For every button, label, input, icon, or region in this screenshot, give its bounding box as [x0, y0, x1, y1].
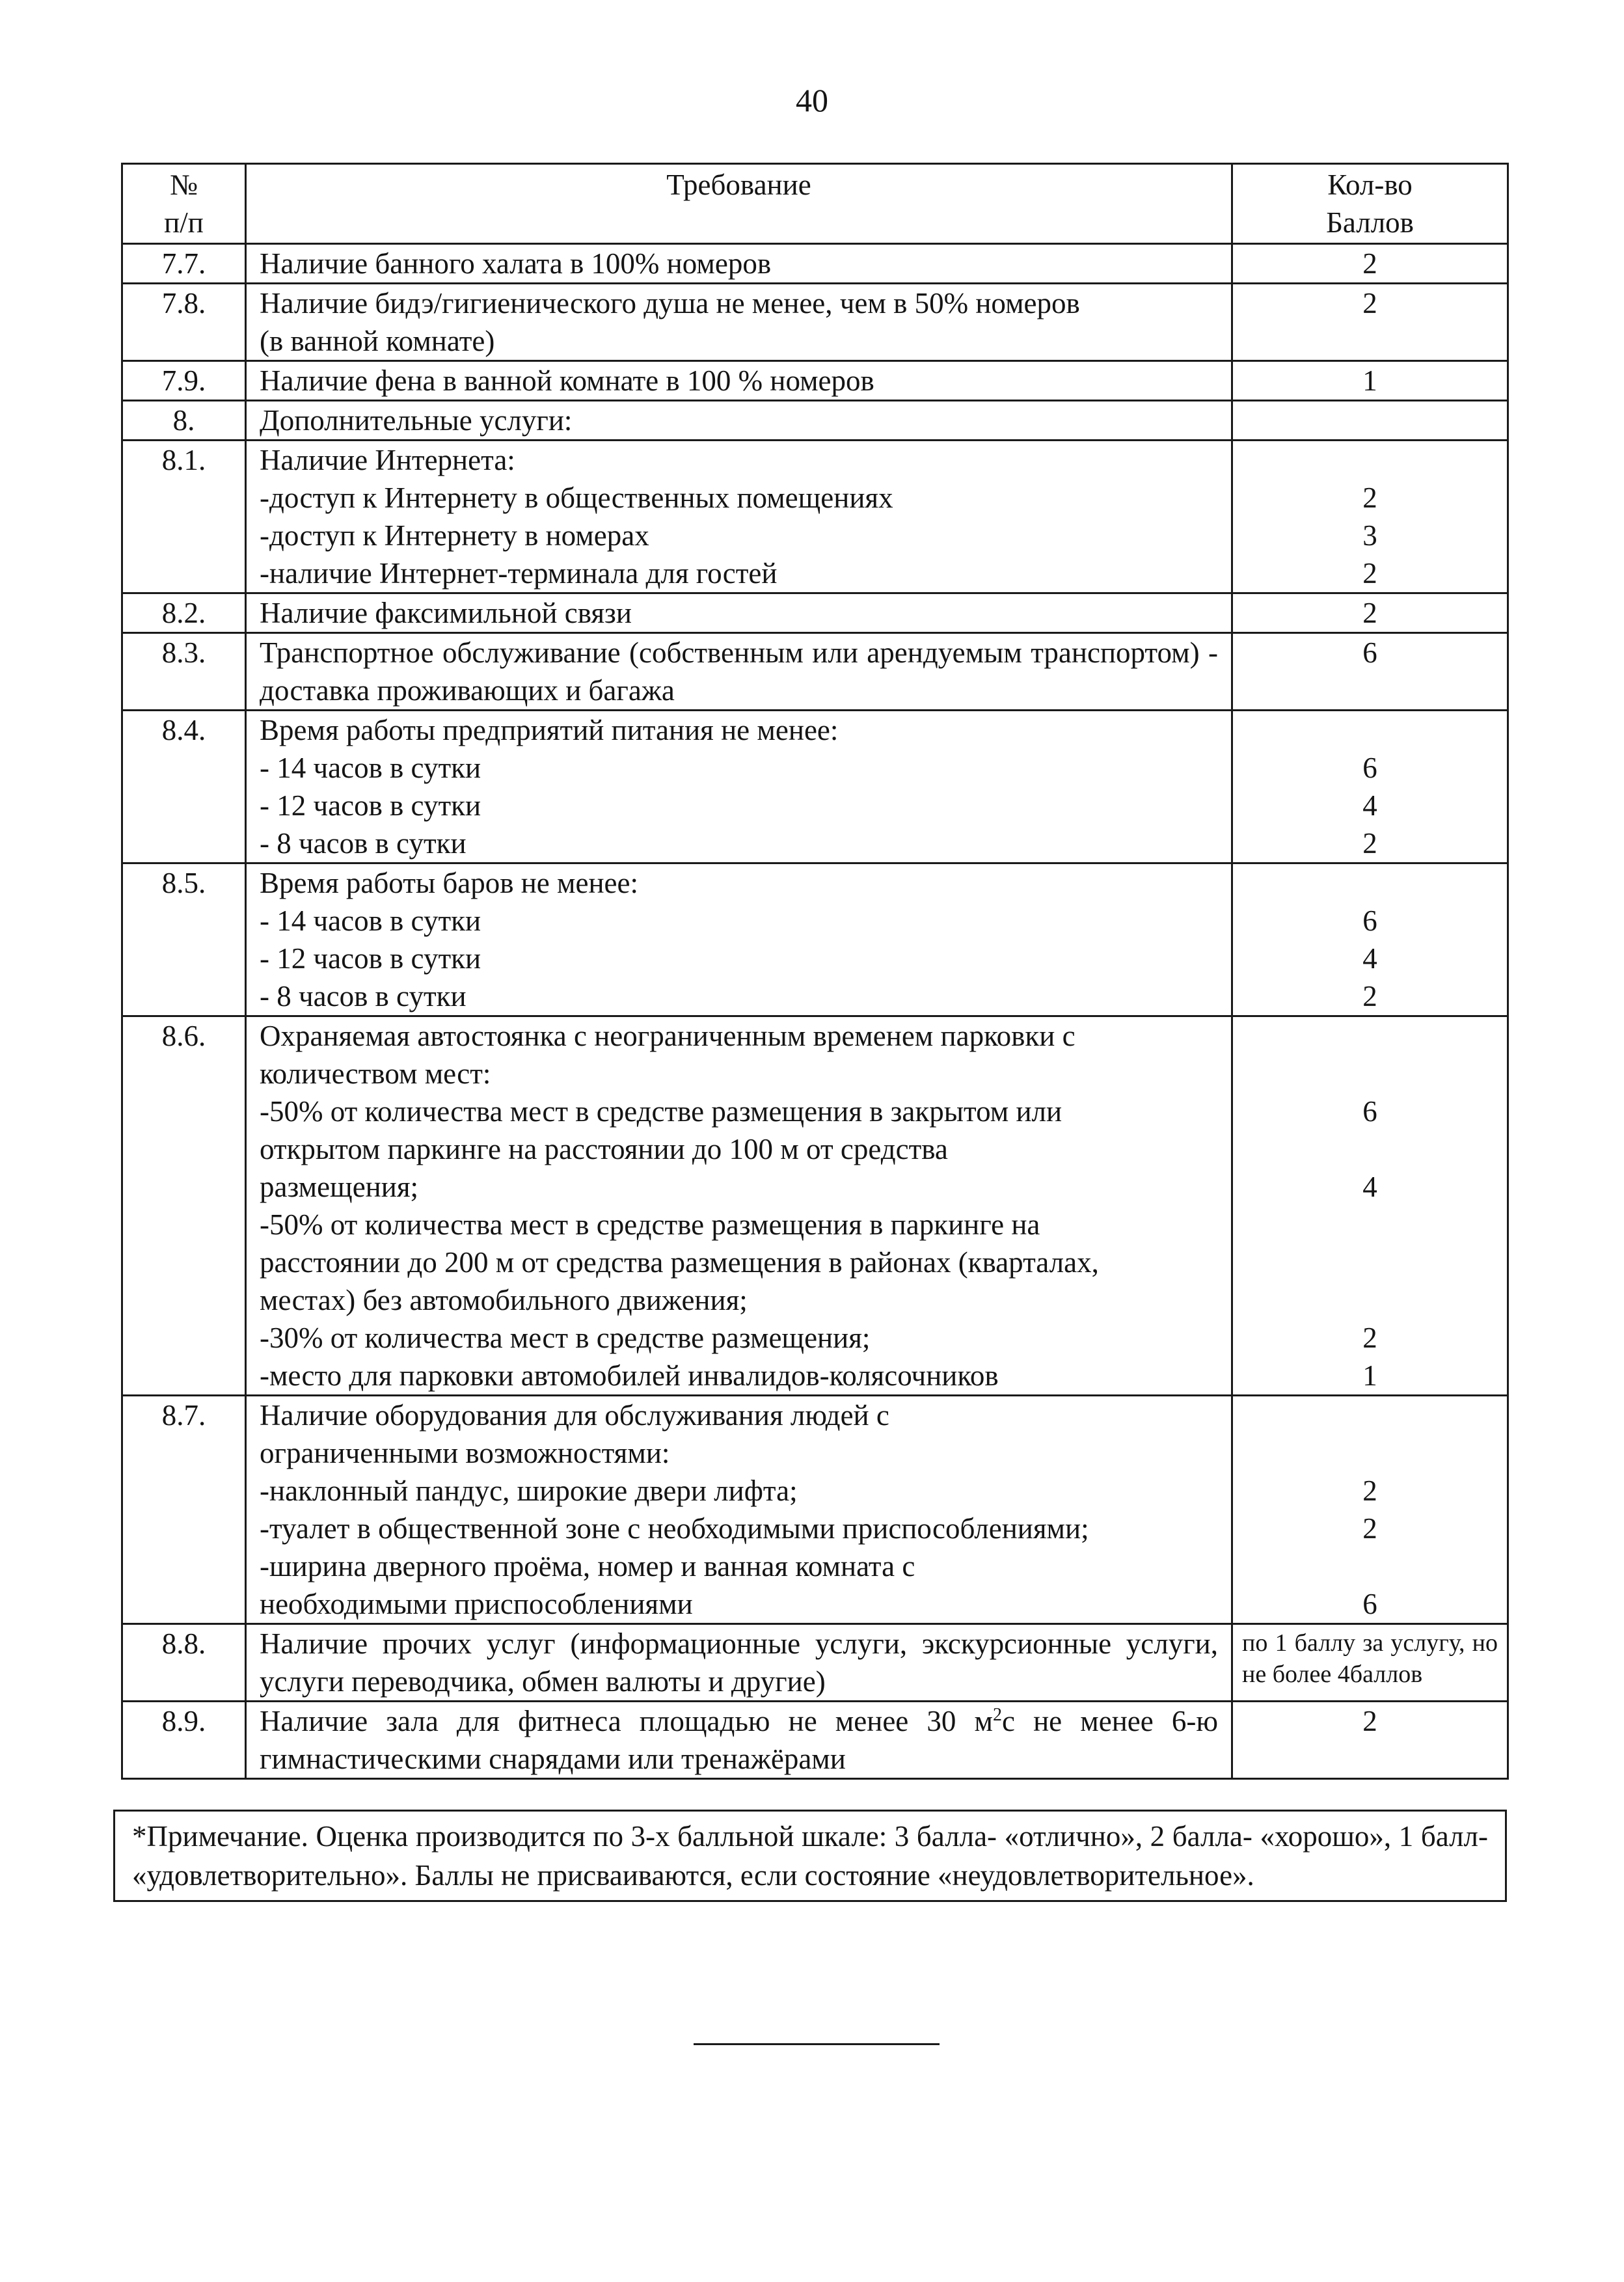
points-value [1236, 1130, 1504, 1168]
requirement-line: - 14 часов в сутки [260, 752, 481, 784]
row-points [1232, 711, 1508, 863]
requirement-line: необходимыми приспособлениями [260, 1588, 693, 1620]
points-value: 1 [1362, 1359, 1377, 1392]
row-requirement [246, 863, 1232, 1016]
row-requirement: Транспортное обслуживание (собственным или арендуемым транспортом) - доставка проживающих и багажа [246, 633, 1232, 711]
points-value: 2 [1362, 597, 1377, 629]
note-table [113, 1810, 1507, 1902]
points-value: 2 [1362, 287, 1377, 319]
row-points [1232, 633, 1508, 711]
row-points [1232, 284, 1508, 361]
points-value: 2 [1362, 1512, 1377, 1545]
row-requirement [246, 711, 1232, 863]
end-rule [694, 2043, 940, 2045]
row-number: 8.3. [122, 633, 246, 711]
requirement-line: Наличие фена в ванной комнате в 100 % номеров [260, 364, 874, 397]
requirement-line: -ширина дверного проёма, номер и ванная комната с [260, 1550, 915, 1582]
table-row [122, 441, 1508, 593]
row-number: 8.7. [122, 1396, 246, 1624]
note-row [115, 1811, 1506, 1901]
row-points [1232, 863, 1508, 1016]
requirement-line: - 8 часов в сутки [260, 827, 467, 860]
requirement-line: -30% от количества мест в средстве размещения; [260, 1322, 871, 1354]
requirement-text-post: с не менее 6-ю гимнастическими снарядами или тренажёрами [260, 1705, 1218, 1775]
row-points [1232, 244, 1508, 284]
points-value [1236, 441, 1504, 479]
requirements-table [121, 163, 1509, 1780]
requirement-line: ограниченными возможностями: [260, 1437, 670, 1469]
points-value [1236, 1055, 1504, 1093]
row-number: 8.6. [122, 1016, 246, 1396]
points-value [1236, 1396, 1504, 1434]
points-value [1236, 401, 1504, 439]
table-row [122, 711, 1508, 863]
row-number: 7.8. [122, 284, 246, 361]
requirement-line: количеством мест: [260, 1057, 491, 1090]
points-value: 4 [1362, 942, 1377, 975]
row-requirement [246, 1016, 1232, 1396]
points-value: 2 [1362, 980, 1377, 1012]
requirement-line: -наклонный пандус, широкие двери лифта; [260, 1474, 798, 1507]
table-row [122, 244, 1508, 284]
row-requirement [246, 593, 1232, 633]
requirement-line: - 14 часов в сутки [260, 904, 481, 937]
table-row [122, 593, 1508, 633]
table-row [122, 1702, 1508, 1779]
row-points [1232, 361, 1508, 401]
table-row [122, 284, 1508, 361]
points-value: 1 [1362, 364, 1377, 397]
row-points [1232, 593, 1508, 633]
points-value: 3 [1362, 519, 1377, 552]
points-value: 6 [1362, 1588, 1377, 1620]
row-number: 8.9. [122, 1702, 246, 1779]
points-value [1236, 1281, 1504, 1319]
requirement-line: размещения; [260, 1171, 419, 1203]
points-value: 2 [1362, 1474, 1377, 1507]
requirement-line: Время работы баров не менее: [260, 867, 638, 899]
table-row [122, 1396, 1508, 1624]
requirement-text-pre: Наличие зала для фитнеса площадью не менее 30 м [260, 1705, 993, 1737]
requirement-line: Наличие оборудования для обслуживания людей с [260, 1399, 889, 1432]
points-value: 6 [1362, 1095, 1377, 1128]
row-number: 8.8. [122, 1624, 246, 1702]
points-value: 4 [1362, 1171, 1377, 1203]
table-body [122, 244, 1508, 1779]
row-number: 8. [122, 401, 246, 441]
requirement-line: - 12 часов в сутки [260, 789, 481, 822]
points-value [1236, 1547, 1504, 1585]
requirement-line: -доступ к Интернету в общественных помещениях [260, 482, 893, 514]
points-value: 6 [1362, 636, 1377, 669]
row-points [1232, 1016, 1508, 1396]
requirement-line: -туалет в общественной зоне с необходимыми приспособлениями; [260, 1512, 1089, 1545]
row-requirement [246, 1396, 1232, 1624]
requirement-line: местах) без автомобильного движения; [260, 1284, 748, 1316]
table-row [122, 633, 1508, 711]
requirement-line: Наличие банного халата в 100% номеров [260, 247, 772, 280]
header-requirement: Требование [246, 164, 1232, 244]
requirement-line: -50% от количества мест в средстве размещения в паркинге на [260, 1208, 1040, 1241]
points-value [1236, 1243, 1504, 1281]
row-requirement [246, 361, 1232, 401]
row-number: 8.4. [122, 711, 246, 863]
page-number: 40 [796, 82, 828, 118]
requirement-line: Дополнительные услуги: [260, 404, 573, 437]
row-points [1232, 1702, 1508, 1779]
points-value [1236, 864, 1504, 902]
table-row [122, 1624, 1508, 1702]
table-row [122, 863, 1508, 1016]
row-requirement [246, 1702, 1232, 1779]
header-points: Кол-во Баллов [1232, 164, 1508, 244]
table-row [122, 1016, 1508, 1396]
points-value: 2 [1362, 1705, 1377, 1737]
superscript: 2 [993, 1705, 1002, 1725]
requirement-line: Наличие Интернета: [260, 444, 515, 476]
requirement-line: -наличие Интернет-терминала для гостей [260, 557, 778, 590]
requirement-line: - 8 часов в сутки [260, 980, 467, 1012]
row-number: 8.1. [122, 441, 246, 593]
row-points [1232, 441, 1508, 593]
row-requirement [246, 441, 1232, 593]
table-row [122, 401, 1508, 441]
requirement-line: -доступ к Интернету в номерах [260, 519, 649, 552]
requirement-line: - 12 часов в сутки [260, 942, 481, 975]
points-value: 2 [1362, 247, 1377, 280]
row-number: 7.7. [122, 244, 246, 284]
points-value [1236, 1434, 1504, 1472]
points-value: 2 [1362, 1322, 1377, 1354]
points-value: 6 [1362, 904, 1377, 937]
row-number: 7.9. [122, 361, 246, 401]
points-value: 6 [1362, 752, 1377, 784]
requirement-line: открытом паркинге на расстоянии до 100 м от средства [260, 1133, 948, 1165]
row-requirement: Наличие прочих услуг (информационные услуги, экскурсионные услуги, услуги переводчика, обмен валюты и другие) [246, 1624, 1232, 1702]
table-header-row [122, 164, 1508, 244]
points-value: 2 [1362, 827, 1377, 860]
points-value: 2 [1362, 482, 1377, 514]
points-value [1236, 1017, 1504, 1055]
requirement-line: Наличие факсимильной связи [260, 597, 632, 629]
requirement-line: Наличие бидэ/гигиенического душа не менее, чем в 50% номеров [260, 287, 1080, 319]
header-num: № п/п [122, 164, 246, 244]
row-requirement [246, 284, 1232, 361]
requirement-line: (в ванной комнате) [260, 325, 495, 357]
table-row [122, 361, 1508, 401]
points-value [1236, 1206, 1504, 1243]
note-text: *Примечание. Оценка производится по 3-х балльной шкале: 3 балла- «отлично», 2 балла- «хорошо», 1 балл- «удовлетворительно». Баллы не присваиваются, если состояние «неудовлетворительное». [115, 1811, 1506, 1901]
points-value: 4 [1362, 789, 1377, 822]
requirement-line: Охраняемая автостоянка с неограниченным временем парковки с [260, 1020, 1076, 1052]
points-value: 2 [1362, 557, 1377, 590]
requirement-line: -место для парковки автомобилей инвалидов-колясочников [260, 1359, 999, 1392]
row-number: 8.5. [122, 863, 246, 1016]
requirement-line: -50% от количества мест в средстве размещения в закрытом или [260, 1095, 1062, 1128]
requirement-line: Время работы предприятий питания не менее: [260, 714, 839, 746]
row-requirement [246, 401, 1232, 441]
row-points [1232, 1396, 1508, 1624]
row-number: 8.2. [122, 593, 246, 633]
requirement-line: расстоянии до 200 м от средства размещения в районах (кварталах, [260, 1246, 1099, 1279]
row-points: по 1 баллу за услугу, но не более 4баллов [1232, 1624, 1508, 1702]
points-value [1236, 711, 1504, 749]
row-points [1232, 401, 1508, 441]
row-requirement [246, 244, 1232, 284]
